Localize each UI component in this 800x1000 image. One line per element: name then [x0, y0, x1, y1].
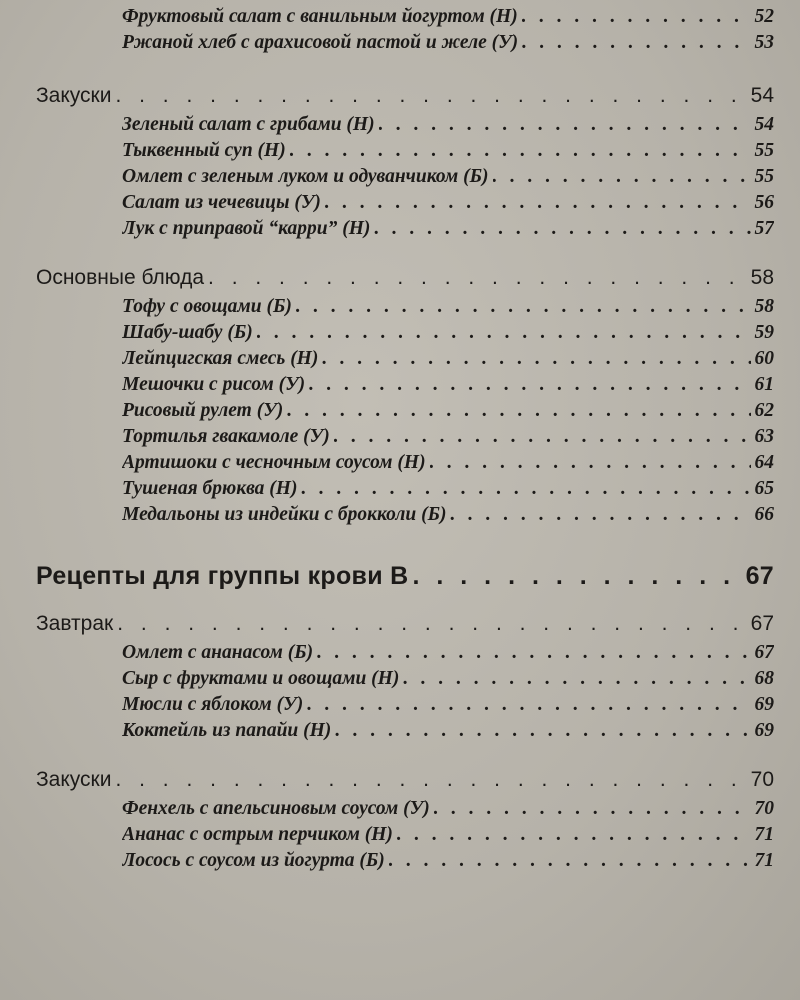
dot-leader — [257, 322, 751, 344]
entry-page: 58 — [754, 296, 774, 317]
toc-entry[interactable] — [122, 140, 774, 166]
entry-title: Лосось с соусом из йогурта (Б) — [122, 850, 385, 871]
entry-page: 61 — [754, 374, 774, 395]
entry-title: Артишоки с чесночным соусом (Н) — [122, 452, 426, 473]
entry-title: Ржаной хлеб с арахисовой пастой и желе (У) — [122, 32, 519, 53]
entry-title: Медальоны из индейки с брокколи (Б) — [122, 504, 447, 525]
dot-leader — [322, 348, 750, 370]
entry-title: Тофу с овощами (Б) — [122, 296, 292, 317]
toc-entry[interactable] — [122, 166, 774, 192]
entry-title: Омлет с ананасом (Б) — [122, 642, 314, 663]
toc-entry[interactable] — [122, 642, 774, 668]
entry-title: Салат из чечевицы (У) — [122, 192, 321, 213]
dot-leader — [450, 504, 750, 526]
dot-leader — [301, 478, 750, 500]
entry-title: Лук с приправой “карри” (Н) — [122, 218, 371, 239]
entry-title: Зеленый салат с грибами (Н) — [122, 114, 375, 135]
toc-entry[interactable] — [122, 114, 774, 140]
dot-leader — [208, 266, 747, 290]
dot-leader — [403, 668, 750, 690]
toc-entry[interactable] — [122, 6, 774, 32]
entry-page: 66 — [754, 504, 774, 525]
entry-title: Шабу-шабу (Б) — [122, 322, 253, 343]
group-page: 67 — [745, 562, 774, 590]
entry-page: 63 — [754, 426, 774, 447]
entry-page: 55 — [754, 166, 774, 187]
entry-title: Тушеная брюква (Н) — [122, 478, 298, 499]
entry-page: 54 — [754, 114, 774, 135]
toc-entry[interactable] — [122, 720, 774, 746]
toc-entry[interactable] — [122, 296, 774, 322]
entry-page: 64 — [754, 452, 774, 473]
toc-entry[interactable] — [122, 218, 774, 244]
toc-section-snacks-b[interactable] — [36, 768, 774, 798]
entry-title: Омлет с зеленым луком и одуванчиком (Б) — [122, 166, 489, 187]
dot-leader — [117, 612, 746, 636]
dot-leader — [296, 296, 751, 318]
entry-title: Тыквенный суп (Н) — [122, 140, 286, 161]
toc-entry[interactable] — [122, 798, 774, 824]
toc-entry[interactable] — [122, 850, 774, 876]
section-page: 70 — [750, 768, 774, 791]
toc-section-main-dishes[interactable] — [36, 266, 774, 296]
entry-page: 60 — [754, 348, 774, 369]
entry-page: 56 — [754, 192, 774, 213]
entry-title: Тортилья гвакамоле (У) — [122, 426, 330, 447]
entry-page: 68 — [754, 668, 774, 689]
entry-title: Лейпцигская смесь (Н) — [122, 348, 319, 369]
section-page: 67 — [750, 612, 774, 635]
entry-title: Фруктовый салат с ванильным йогуртом (Н) — [122, 6, 518, 27]
dot-leader — [389, 850, 751, 872]
entry-page: 52 — [754, 6, 774, 27]
dot-leader — [287, 400, 750, 422]
entry-page: 65 — [754, 478, 774, 499]
dot-leader — [290, 140, 751, 162]
entry-page: 71 — [754, 824, 774, 845]
toc-entry[interactable] — [122, 504, 774, 530]
toc-entry[interactable] — [122, 400, 774, 426]
entry-title: Сыр с фруктами и овощами (Н) — [122, 668, 400, 689]
dot-leader — [493, 166, 751, 188]
entry-title: Фенхель с апельсиновым соусом (У) — [122, 798, 430, 819]
dot-leader — [334, 426, 751, 448]
entry-page: 71 — [754, 850, 774, 871]
toc-entry[interactable] — [122, 32, 774, 58]
entry-page: 69 — [754, 720, 774, 741]
dot-leader — [379, 114, 751, 136]
entry-title: Рисовый рулет (У) — [122, 400, 284, 421]
dot-leader — [397, 824, 751, 846]
dot-leader — [115, 84, 746, 108]
entry-page: 59 — [754, 322, 774, 343]
entry-page: 57 — [754, 218, 774, 239]
toc-entry[interactable] — [122, 824, 774, 850]
section-title: Завтрак — [36, 612, 114, 635]
entry-page: 70 — [754, 798, 774, 819]
entry-page: 55 — [754, 140, 774, 161]
entry-title: Мюсли с яблоком (У) — [122, 694, 304, 715]
entry-page: 53 — [754, 32, 774, 53]
entry-title: Мешочки с рисом (У) — [122, 374, 306, 395]
entry-page: 62 — [754, 400, 774, 421]
group-title: Рецепты для группы крови В — [36, 562, 409, 590]
toc-entry[interactable] — [122, 668, 774, 694]
entry-title: Коктейль из папайи (Н) — [122, 720, 332, 741]
dot-leader — [115, 768, 746, 792]
section-title: Основные блюда — [36, 266, 205, 289]
entry-page: 69 — [754, 694, 774, 715]
toc-entry[interactable] — [122, 322, 774, 348]
toc-entry[interactable] — [122, 478, 774, 504]
dot-leader — [309, 374, 750, 396]
toc-entry[interactable] — [122, 374, 774, 400]
dot-leader — [335, 720, 750, 742]
toc-section-breakfast[interactable] — [36, 612, 774, 642]
toc-entry[interactable] — [122, 192, 774, 218]
section-title: Закуски — [36, 768, 112, 791]
toc-entry[interactable] — [122, 694, 774, 720]
dot-leader — [374, 218, 750, 240]
dot-leader — [430, 452, 751, 474]
dot-leader — [325, 192, 751, 214]
dot-leader — [307, 694, 750, 716]
dot-leader — [434, 798, 751, 820]
dot-leader — [317, 642, 750, 664]
section-title: Закуски — [36, 84, 112, 107]
toc-group-blood-type-b[interactable] — [36, 562, 774, 598]
entry-title: Ананас с острым перчиком (Н) — [122, 824, 393, 845]
dot-leader — [522, 6, 751, 28]
toc-entry[interactable] — [122, 426, 774, 452]
dot-leader — [413, 562, 742, 591]
toc-entry[interactable] — [122, 348, 774, 374]
toc-entry[interactable] — [122, 452, 774, 478]
section-page: 58 — [750, 266, 774, 289]
entry-page: 67 — [754, 642, 774, 663]
dot-leader — [522, 32, 750, 54]
table-of-contents — [36, 6, 774, 876]
toc-section-snacks[interactable] — [36, 84, 774, 114]
section-page: 54 — [750, 84, 774, 107]
